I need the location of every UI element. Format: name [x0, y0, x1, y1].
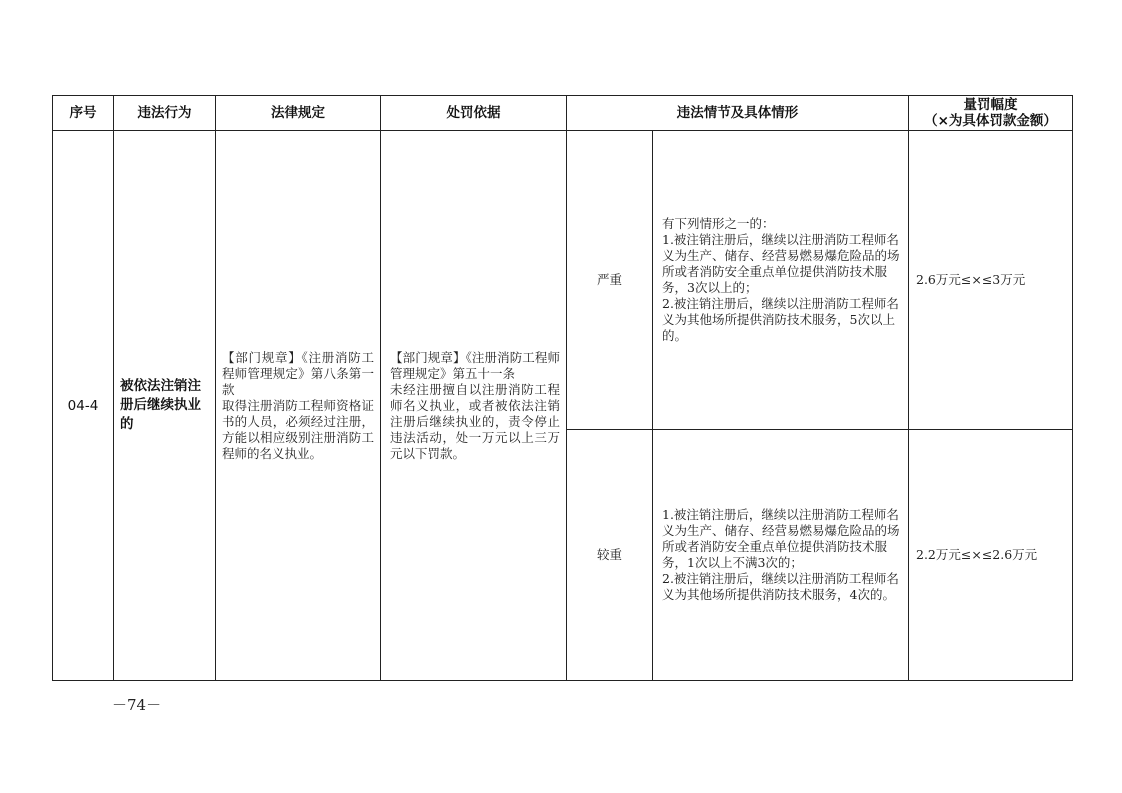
- header-range-text: 量罚幅度 （×为具体罚款金额）: [924, 97, 1057, 129]
- penalty-range-relatively-serious: 2.2万元≤×≤2.6万元: [909, 430, 1073, 681]
- header-row: [53, 96, 1073, 131]
- severity-detail-relatively-serious-text: 1.被注销注册后，继续以注册消防工程师名义为生产、储存、经营易燃易爆危险品的场所或者消防安全重点单位提供消防技术服务，1次以上不满3次的； 2.被注销注册后，继续以注册消防工程师名义为其他场所提供消防技术服务，4次的。: [662, 507, 900, 602]
- header-circumstance: 违法情节及具体情形: [567, 96, 909, 131]
- table-row: [53, 131, 1073, 430]
- header-law: 法律规定: [216, 96, 381, 131]
- severity-detail-relatively-serious: [653, 430, 909, 681]
- header-basis: 处罚依据: [381, 96, 567, 131]
- page-number: －74－: [112, 696, 162, 714]
- header-range: [909, 96, 1073, 131]
- header-seq: 序号: [53, 96, 114, 131]
- penalty-table: [52, 95, 1073, 681]
- row-basis: [381, 131, 567, 681]
- severity-level-serious: 严重: [567, 131, 653, 430]
- row-seq: 04-4: [53, 131, 114, 681]
- header-behavior: 违法行为: [114, 96, 216, 131]
- row-law: [216, 131, 381, 681]
- row-law-text: 【部门规章】《注册消防工程师管理规定》第八条第一款 取得注册消防工程师资格证书的人员，必须经过注册，方能以相应级别注册消防工程师的名义执业。: [222, 349, 374, 461]
- row-behavior: 被依法注销注册后继续执业的: [114, 131, 216, 681]
- severity-level-relatively-serious: 较重: [567, 430, 653, 681]
- severity-detail-serious: [653, 131, 909, 430]
- penalty-range-serious: 2.6万元≤×≤3万元: [909, 131, 1073, 430]
- severity-detail-serious-text: 有下列情形之一的： 1.被注销注册后，继续以注册消防工程师名义为生产、储存、经营易燃易爆危险品的场所或者消防安全重点单位提供消防技术服务，3次以上的； 2.被注销注册后，继续以注册消防工程师名义为其他场所提供消防技术服务，5次以上的。: [662, 216, 900, 343]
- row-basis-text: 【部门规章】《注册消防工程师管理规定》第五十一条 未经注册擅自以注册消防工程师名义执业，或者被依法注销注册后继续执业的，责令停止违法活动，处一万元以上三万元以下罚款。: [390, 349, 560, 461]
